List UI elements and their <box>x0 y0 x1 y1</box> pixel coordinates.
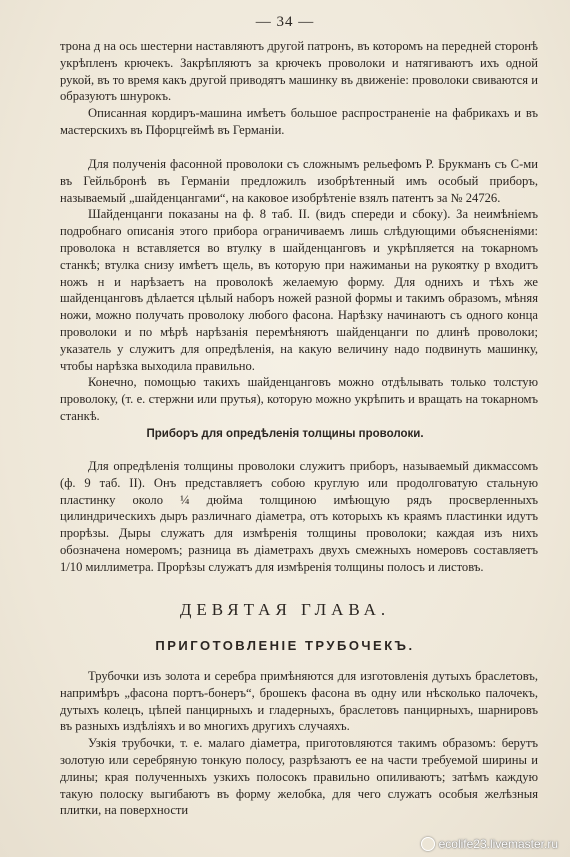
text-block-1 <box>60 38 538 139</box>
subheading: Приборъ для опредѣленiя толщины проволоки. <box>146 428 424 440</box>
paragraph: трона д на ось шестерни наставляютъ другой патронъ, въ которомъ на передней сторонѣ укрѣпленъ крючекъ. Закрѣпляютъ за крючекъ проволоки и натягиваютъ ихъ одной рукой, въ то время какъ другой приводятъ машинку въ движенiе: проволоки свиваются и образуютъ шнурокъ. <box>60 39 538 104</box>
chapter-title: ДЕВЯТАЯ ГЛАВА. <box>179 600 391 619</box>
paragraph: Описанная кордиръ-машина имѣетъ большое распространенiе на фабрикахъ и въ мастерскихъ въ Пфорцгеймѣ въ Германiи. <box>60 106 538 137</box>
paragraph: Шайденцанги показаны на ф. 8 таб. II. (видъ спереди и сбоку). За неимѣнiемъ подробнаго описанiя этого прибора ограничиваемъ лишь слѣдующими объясненiями: проволока н вставляется во втулку в шайденцанговъ и укрѣпляется на токарномъ станкѣ; втулка снизу имѣетъ щель, въ которую при нажиманьи на рукоятку р входитъ ножъ н и нарѣзаетъ на проволокѣ желаемую форму. Для однихъ и тѣхъ же шайденцанговъ дѣлается цѣлый наборъ ножей разной формы и такимъ образомъ, мѣняя ножи, можно получать проволоку любого фасона. Нарѣзку начинаютъ съ одного конца проволоки и по мѣрѣ нарѣзанiя перемѣняютъ шайденцанги по длинѣ проволоки; указатель у служитъ для опредѣленiя, на какую величину надо подвинуть машинку, чтобы нарѣзка выходила правильно. <box>60 207 538 373</box>
text-block-2 <box>60 156 538 425</box>
paragraph: Конечно, помощью такихъ шайденцанговъ можно отдѣлывать только толстую проволоку, (т. е. стержни или прутья), которую можно укрѣпить и вращать на токарномъ станкѣ. <box>60 375 538 423</box>
watermark-icon <box>421 837 435 851</box>
paragraph: Узкiя трубочки, т. е. малаго дiаметра, приготовляются такимъ образомъ: берутъ золотую или серебряную тонкую полосу, разрѣзаютъ ее на части требуемой ширины и длины; края полученныхъ узкихъ полосокъ правильно опиливаютъ; затѣмъ каждую такую полоску выгибаютъ въ форму желобка, для чего служатъ особыя желѣзныя плитки, на поверхности <box>60 736 538 818</box>
section-title: ПРИГОТОВЛЕНIЕ ТРУБОЧЕКЪ. <box>155 638 415 653</box>
text-block-4 <box>60 668 538 819</box>
watermark-text: ecolife23.livemaster.ru <box>438 837 558 851</box>
text-block-3 <box>60 458 538 576</box>
paragraph: Трубочки изъ золота и серебра примѣняются для изготовленiя дутыхъ браслетовъ, напримѣръ „фасона портъ-бонеръ“, брошекъ фасона въ одну или нѣсколько палочекъ, дутыхъ колецъ, цѣпей панцирныхъ и гладерныхъ, браслетовъ панцирныхъ, шарнировъ въ разныхъ издѣлiяхъ и во многихъ другихъ случаяхъ. <box>60 669 538 734</box>
paragraph: Для опредѣленiя толщины проволоки служитъ приборъ, называемый дикмассомъ (ф. 9 таб. II). Онъ представляетъ собою круглую или продолговатую стальную пластинку около ¼ дюйма толщиною имѣющую рядъ просверленныхъ цилиндрическихъ дыръ различнаго дiаметра, отъ которыхъ къ краямъ пластинки идутъ прорѣзы. Дыры служатъ для измѣренiя толщины проволоки; каждая изъ нихъ обозначена номеромъ; разница въ дiаметрахъ двухъ смежныхъ номеровъ составляетъ 1/10 миллиметра. Прорѣзы служатъ для измѣренiя толщины полосъ и листовъ. <box>60 459 538 574</box>
paragraph: Для полученiя фасонной проволоки съ сложнымъ рельефомъ Р. Брукманъ съ С-ми въ Гейльбронѣ въ Германiи предложилъ изобрѣтенный имъ особый приборъ, называемый „шайденцангами“, на каковое изобрѣтенiе взялъ патентъ за № 24726. <box>60 157 538 205</box>
page-number: — 34 — <box>255 14 315 30</box>
watermark <box>421 837 558 851</box>
